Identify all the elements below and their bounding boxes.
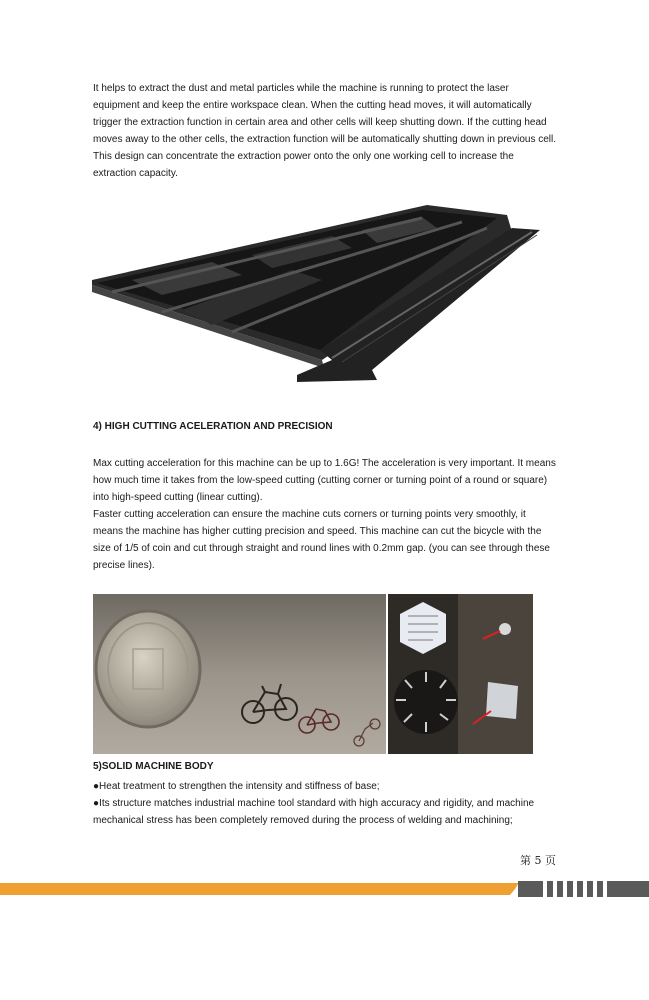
footer-bar [0,881,649,897]
bullet-item: ●Its structure matches industrial machine tool standard with high accuracy and rigidity, and machine mechanical stress has been completely removed during the process of welding and machining; [93,798,535,826]
section4-paragraph2: Faster cutting acceleration can ensure the machine cuts corners or turning points very smoothly, it means the machine has higher cutting precision and speed. This machine can cut the bicycle with the size of 1/5 of coin and cut through straight and round lines with 0.2mm gap. (you can see through these precise lines). [93,509,550,571]
page-number: 第 5 页 [520,854,556,867]
coin-bicycles-illustration [93,594,386,754]
intro-paragraph: It helps to extract the dust and metal particles while the machine is running to protect the laser equipment and keep the entire workspace clean. When the cutting head moves, it will automatically trigger the extraction function in certain area and other cells will keep shutting down. If the cutting head moves away to the other cells, the extraction function will be automatically shutting down in previous cell. This design can concentrate the extraction power onto the only one working cell to increase the extraction capacity. [93,83,557,179]
section4-paragraph1: Max cutting acceleration for this machine can be up to 1.6G! The acceleration is very important. It means how much time it takes from the low-speed cutting (cutting corner or turning point of a round or square) into high-speed cutting (linear cutting). [93,458,556,503]
extraction-table-illustration [92,200,547,390]
extraction-table-image [92,200,547,390]
precision-cut-photo [388,594,533,754]
coin-bicycles-photo [93,594,386,754]
bullet-item: ●Heat treatment to strengthen the intensity and stiffness of base; [93,781,380,792]
section5-bullets [93,778,558,829]
precision-cut-illustration [388,594,533,754]
footer-stripe-decoration [0,881,649,897]
section5-heading: 5)SOLID MACHINE BODY [93,761,214,772]
section4-heading: 4) HIGH CUTTING ACELERATION AND PRECISION [93,421,333,432]
